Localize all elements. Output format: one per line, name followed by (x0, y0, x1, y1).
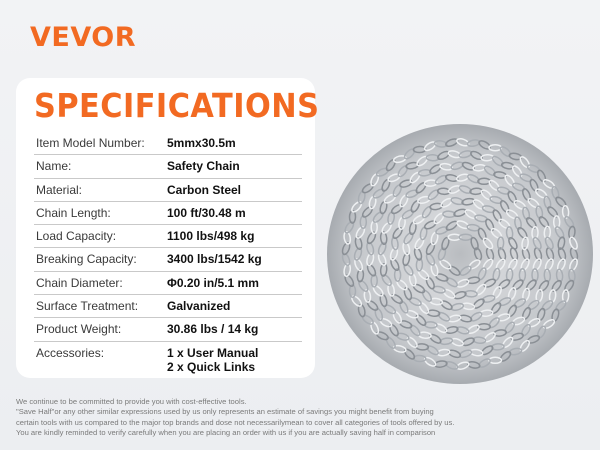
spec-value: Galvanized (167, 299, 231, 314)
spec-row-load-capacity (34, 225, 302, 248)
disclaimer-line: We continue to be committed to provide you with cost-effective tools. (16, 397, 247, 406)
spec-value: Safety Chain (167, 159, 240, 174)
spec-value: Φ0.20 in/5.1 mm (167, 275, 259, 290)
disclaimer-line: certain tools with us compared to the major top brands and dose not necessarilymean to cover all categories of tools offered by us. (16, 417, 455, 427)
spec-row-accessories (34, 342, 302, 382)
disclaimer-line: You are kindly reminded to verify carefully when you are placing an order with us if you are actually saving half in comparison (16, 428, 436, 438)
spec-row-diameter (34, 272, 302, 295)
accessory-manual: 1 x User Manual (167, 345, 259, 360)
disclaimer-line: "Save Half"or any other similar expressions used by us only represents an estimate of savings you might benefit from buying (16, 407, 434, 417)
brand-logo: VEVOR (30, 22, 137, 53)
spec-label: Breaking Capacity: (36, 252, 137, 267)
specifications-title: SPECIFICATIONS (34, 86, 320, 125)
spec-row-material (34, 179, 302, 202)
spec-label: Product Weight: (36, 322, 122, 337)
spec-row-breaking-capacity (34, 248, 302, 271)
spec-row-name (34, 155, 302, 178)
spec-label: Load Capacity: (36, 229, 117, 244)
spec-row-length (34, 202, 302, 225)
disclaimer-text (16, 397, 596, 439)
spec-value: 30.86 lbs / 14 kg (167, 322, 259, 337)
spec-label: Material: (36, 182, 83, 197)
spec-label: Accessories: (36, 345, 105, 360)
spec-table (34, 132, 302, 382)
spec-row-surface (34, 295, 302, 318)
spec-value: 1100 lbs/498 kg (167, 229, 255, 244)
spec-label: Chain Length: (36, 205, 111, 220)
spec-row-model (34, 132, 302, 155)
accessory-quick-links: 2 x Quick Links (167, 360, 256, 375)
spec-value: 5mmx30.5m (167, 136, 236, 150)
spec-row-weight (34, 318, 302, 341)
spec-value: 100 ft/30.48 m (167, 205, 246, 220)
coiled-chain-icon (322, 118, 598, 390)
spec-label: Chain Diameter: (36, 275, 123, 290)
spec-label: Surface Treatment: (36, 299, 139, 314)
spec-value: Carbon Steel (167, 182, 242, 197)
spec-label: Item Model Number: (36, 136, 145, 150)
spec-label: Name: (36, 159, 72, 174)
spec-value: 3400 lbs/1542 kg (167, 252, 262, 267)
spec-value (167, 346, 258, 375)
